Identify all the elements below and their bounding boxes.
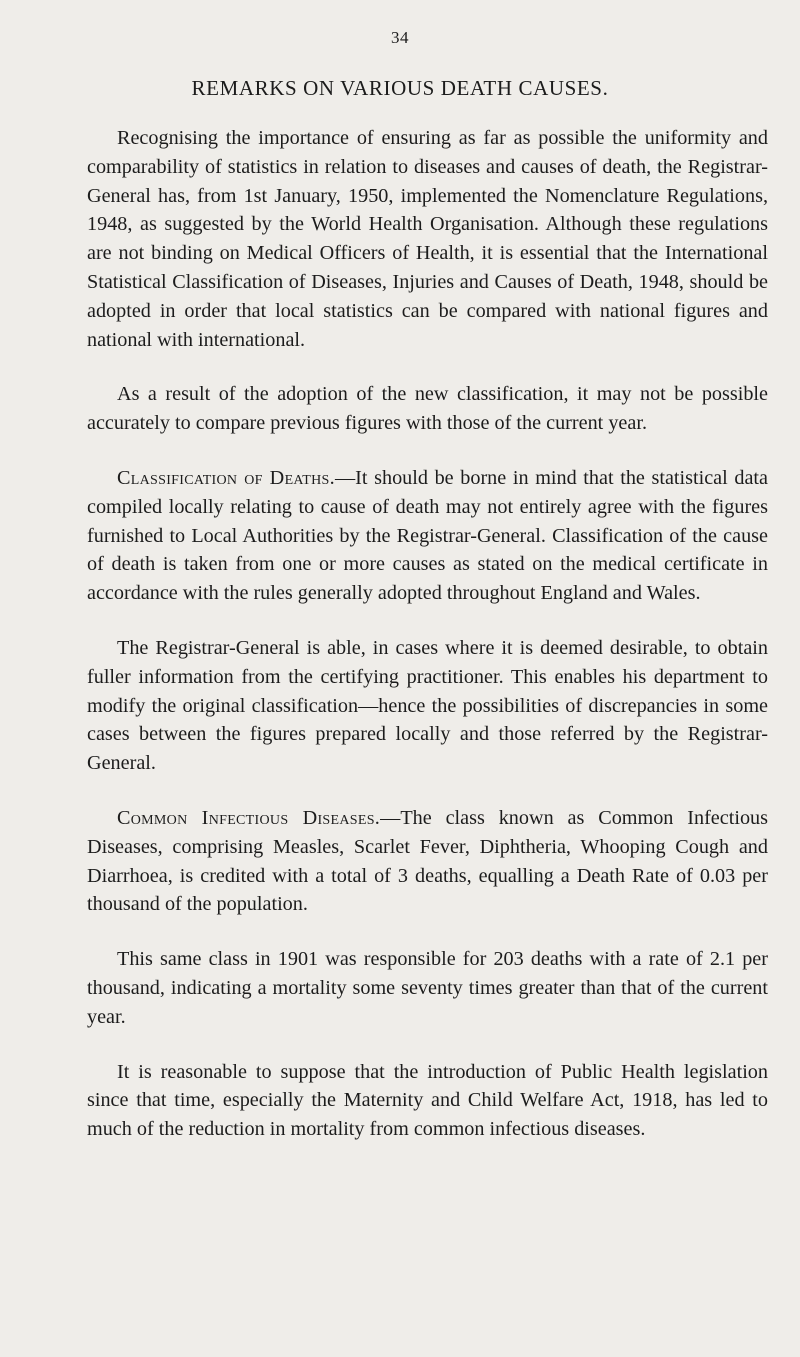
run-in-heading-common-infectious-diseases: Common Infectious Diseases.	[117, 806, 381, 829]
paragraph-classification-of-deaths	[87, 464, 768, 608]
paragraph-text: —It should be borne in mind that the statistical data compiled locally relating to cause of death may not entirely agree with the figures furnished to Local Authorities by the Registrar-General. Classification of the cause of death is taken from one or more causes as stated on the medical certificate in accordance with the rules generally adopted throughout England and Wales.	[87, 466, 768, 605]
run-in-heading-classification-of-deaths: Classification of Deaths.	[117, 466, 335, 489]
paragraph-text: The Registrar-General is able, in cases where it is deemed desirable, to obtain fuller information from the certifying practitioner. This enables his department to modify the original classification—hence the possibilities of discrepancies in some cases between the figures prepared locally and those referred by the Registrar-General.	[87, 636, 768, 775]
page-title: REMARKS ON VARIOUS DEATH CAUSES.	[191, 76, 609, 100]
paragraph-registrar-general-information	[87, 634, 768, 778]
paragraph-text: Recognising the importance of ensuring as far as possible the uniformity and comparability of statistics in relation to diseases and causes of death, the Registrar-General has, from 1st January, 1950, implemented the Nomenclature Regulations, 1948, as suggested by the World Health Organisation. Although these regulations are not binding on Medical Officers of Health, it is essential that the International Statistical Classification of Diseases, Injuries and Causes of Death, 1948, should be adopted in order that local statistics can be compared with national figures and national with international.	[87, 127, 768, 351]
paragraph-text: —The class known as Common Infectious Diseases, comprising Measles, Scarlet Fever, Diphtheria, Whooping Cough and Diarrhoea, is credited with a total of 3 deaths, equalling a Death Rate of 0.03 per thousand of the population.	[87, 806, 768, 916]
body-text	[87, 124, 768, 1170]
paragraph-uniformity-of-statistics	[87, 124, 768, 354]
paragraph-text: It is reasonable to suppose that the introduction of Public Health legislation since that time, especially the Maternity and Child Welfare Act, 1918, has led to much of the reduction in mortality from common infectious diseases.	[87, 1060, 768, 1141]
paragraph-common-infectious-diseases	[87, 804, 768, 919]
paragraph-new-classification	[87, 380, 768, 438]
page-number: 34	[391, 28, 409, 47]
paragraph-public-health-legislation	[87, 1058, 768, 1144]
paragraph-text: This same class in 1901 was responsible for 203 deaths with a rate of 2.1 per thousand, indicating a mortality some seventy times greater than that of the current year.	[87, 948, 768, 1028]
paragraph-1901-comparison	[87, 945, 768, 1031]
paragraph-text: As a result of the adoption of the new classification, it may not be possible accurately to compare previous figures with those of the current year.	[87, 383, 768, 435]
